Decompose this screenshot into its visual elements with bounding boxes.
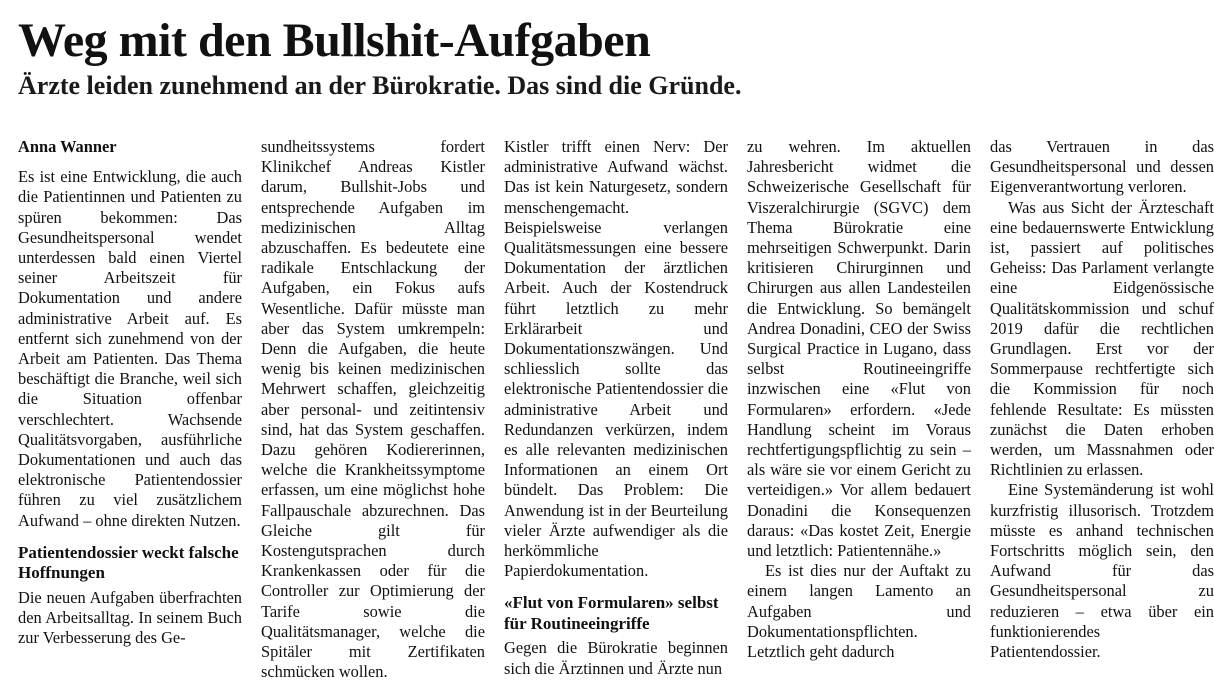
column-1 [18, 137, 242, 682]
paragraph: Eine Systemänderung ist wohl kurzfristig illusorisch. Trotzdem müsste es anhand technischen Fortschritts möglich sein, den Aufwand für das Gesundheitspersonal zu reduzieren – etwa über ein funktionierendes Patientendossier. [990, 480, 1214, 662]
paragraph: Die neuen Aufgaben überfrachten den Arbeitsalltag. In seinem Buch zur Verbesserung des Ge- [18, 587, 242, 648]
column-3 [504, 137, 728, 682]
paragraph: Kistler trifft einen Nerv: Der administrative Aufwand wächst. Das ist kein Naturgesetz, sondern menschengemacht. Beispielsweise verlangen Qualitätsmessungen eine bessere Dokumentation der ärztlichen Arbeit. Auch der Kostendruck führt letztlich zu mehr Erklärarbeit und Dokumentationszwängen. Und schliesslich sollte das elektronische Patientendossier die administrative Arbeit und Redundanzen verkürzen, indem es alle relevanten medizinischen Informationen an einem Ort bündelt. Das Problem: Die Anwendung ist in der Beurteilung vieler Ärzte aufwendiger als die herkömmliche Papierdokumentation. [504, 137, 728, 581]
paragraph: zu wehren. Im aktuellen Jahresbericht widmet die Schweizerische Gesellschaft für Viszeralchirurgie (SGVC) dem Thema Bürokratie eine mehrseitigen Schwerpunkt. Darin kritisieren Chirurginnen und Chirurgen aus allen Landesteilen die Entwicklung. So bemängelt Andrea Donadini, CEO der Swiss Surgical Practice in Lugano, dass selbst Routineeingriffe inzwischen eine «Flut von Formularen» erfordern. «Jede Handlung scheint im Voraus rechtfertigungspflichtig zu sein – als wäre sie vor einem Gericht zu verteidigen.» Vor allem bedauert Donadini die Konsequenzen daraus: «Das kostet Zeit, Energie und letztlich: Patientennähe.» [747, 137, 971, 561]
column-5 [990, 137, 1214, 682]
paragraph: Es ist eine Entwicklung, die auch die Patientinnen und Patienten zu spüren bekommen: Das Gesundheitspersonal wendet unterdessen bald einen Viertel seiner Arbeitszeit für Dokumentation und andere administrative Arbeit auf. Es entfernt sich zunehmend von der Arbeit am Patienten. Das Thema beschäftigt die Branche, weil sich die Situation offenbar verschlechtert. Wachsende Qualitätsvorgaben, ausführliche Dokumentationen und auch das elektronische Patientendossier führen zu viel zusätzlichem Aufwand – ohne direkten Nutzen. [18, 167, 242, 530]
section-subheading: «Flut von Formularen» selbst für Routineeingriffe [504, 593, 719, 633]
column-2 [261, 137, 485, 682]
author-byline: Anna Wanner [18, 137, 117, 156]
paragraph: Gegen die Bürokratie beginnen sich die Ärztinnen und Ärzte nun [504, 638, 728, 678]
paragraph: sundheitssystems fordert Klinikchef Andreas Kistler darum, Bullshit-Jobs und entsprechende Aufgaben im medizinischen Alltag abzuschaffen. Es bedeutete eine radikale Entschlackung der Aufgaben, ein Fokus aufs Wesentliche. Dafür müsste man aber das System umkrempeln: Denn die Aufgaben, die heute wenig bis keinen medizinischen Mehrwert schaffen, gleichzeitig aber personal- und zeitintensiv sind, hat das System geschaffen. Dazu gehören Kodiererinnen, welche die Krankheitssymptome erfassen, um eine möglichst hohe Fallpauschale abzurechnen. Das Gleiche gilt für Kostengutsprachen durch Krankenkassen oder für die Controller zur Optimierung der Tarife sowie die Qualitätsmanager, welche die Spitäler mit Zertifikaten schmücken wollen. [261, 137, 485, 682]
article-body [18, 137, 1214, 682]
paragraph: das Vertrauen in das Gesundheitspersonal und dessen Eigenverantwortung verloren. [990, 137, 1214, 197]
paragraph: Was aus Sicht der Ärzteschaft eine bedauernswerte Entwicklung ist, passiert auf politisches Geheiss: Das Parlament verlangte eine Eidgenössische Qualitätskommission und schuf 2019 dafür die rechtlichen Grundlagen. Erst vor der Sommerpause rechtfertigte sich die Kommission für noch fehlende Resultate: Es müssten zunächst die Daten erhoben werden, um Massnahmen oder Richtlinien zu erlassen. [990, 197, 1214, 480]
column-4 [747, 137, 971, 682]
section-subheading: Patientendossier weckt falsche Hoffnungen [18, 542, 239, 583]
paragraph: Es ist dies nur der Auftakt zu einem langen Lamento an Aufgaben und Dokumentationspflichten. Letztlich geht dadurch [747, 561, 971, 662]
article-headline: Weg mit den Bullshit-Aufgaben [18, 14, 651, 67]
article-subheadline: Ärzte leiden zunehmend an der Bürokratie. Das sind die Gründe. [18, 71, 742, 100]
